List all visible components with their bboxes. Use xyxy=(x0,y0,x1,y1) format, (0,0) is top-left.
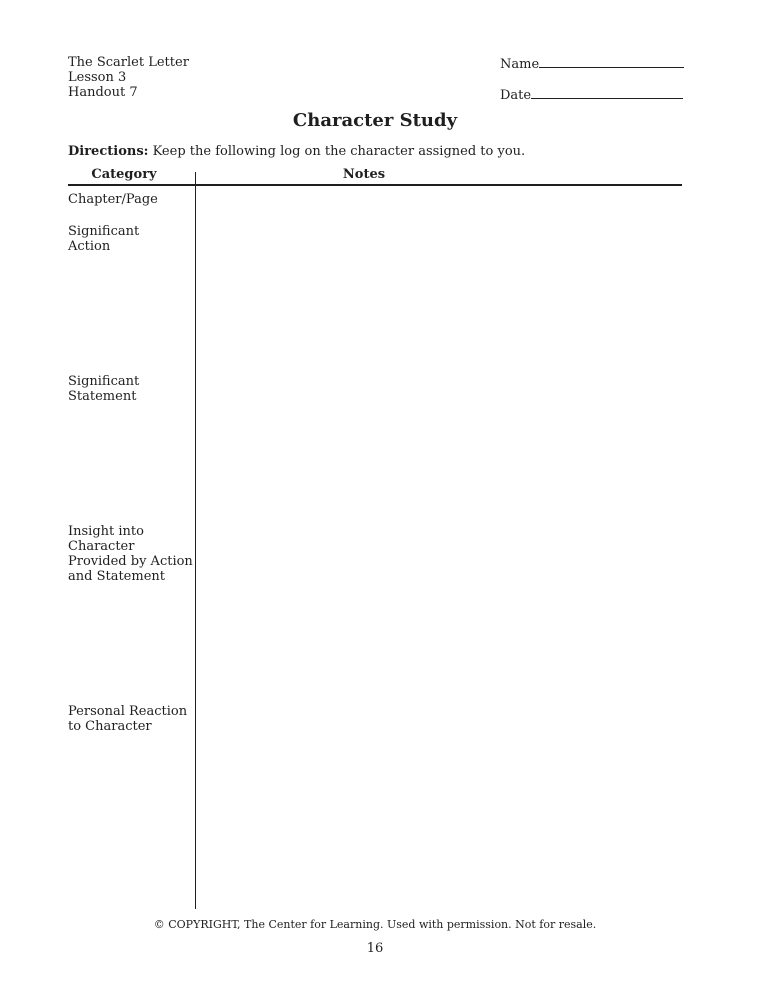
directions xyxy=(68,144,525,159)
directions-label: Directions: xyxy=(68,144,149,159)
header-left xyxy=(68,55,189,100)
name-label: Name xyxy=(500,57,540,72)
date-blank[interactable] xyxy=(531,86,683,99)
category-personal-reaction: Personal Reaction to Character xyxy=(68,704,188,734)
notes-area[interactable] xyxy=(200,190,682,908)
column-divider xyxy=(195,172,196,909)
notes-header: Notes xyxy=(342,167,386,182)
page-number: 16 xyxy=(366,941,384,956)
date-field[interactable] xyxy=(500,86,683,103)
date-label: Date xyxy=(500,88,532,103)
category-significant-action: Significant Action xyxy=(68,224,140,254)
name-field[interactable] xyxy=(500,55,684,72)
copyright-notice: © COPYRIGHT, The Center for Learning. Used with permission. Not for resale. xyxy=(153,918,597,931)
category-insight: Insight into Character Provided by Action and Statement xyxy=(68,524,193,584)
category-chapter-page: Chapter/Page xyxy=(68,192,158,207)
category-header: Category xyxy=(91,167,157,182)
page-title: Character Study xyxy=(292,110,458,131)
header-rule xyxy=(68,184,682,186)
category-significant-statement: Significant Statement xyxy=(68,374,140,404)
directions-text: Keep the following log on the character assigned to you. xyxy=(148,144,526,159)
book-title: The Scarlet Letter xyxy=(68,55,189,70)
lesson-number: Lesson 3 xyxy=(68,70,127,85)
name-blank[interactable] xyxy=(539,55,684,68)
handout-number: Handout 7 xyxy=(68,85,138,100)
